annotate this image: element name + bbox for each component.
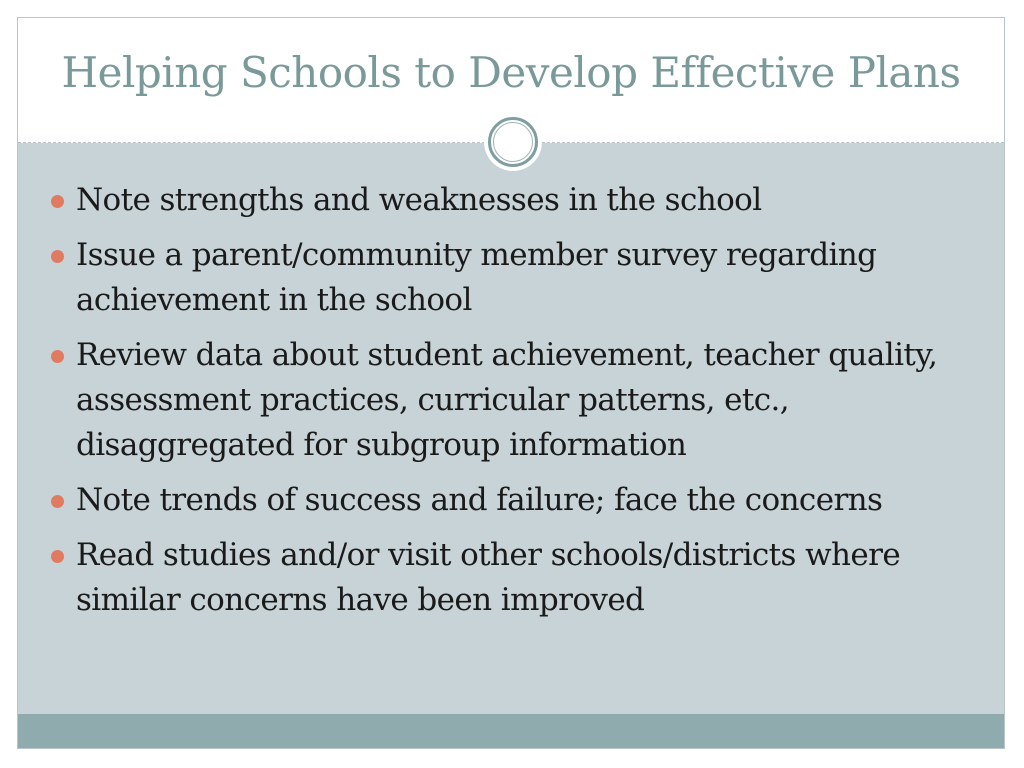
slide-title: Helping Schools to Develop Effective Plans [61, 48, 961, 97]
ornament-inner-ring [493, 122, 533, 162]
bullet-item [46, 333, 991, 468]
slide [17, 17, 1005, 749]
bullet-dot-icon [51, 550, 64, 563]
bullet-dot-icon [51, 350, 64, 363]
bullet-text: Note trends of success and failure; face the concerns [76, 482, 883, 518]
circle-ornament-icon [484, 113, 542, 171]
footer-band [18, 714, 1004, 748]
bullet-dot-icon [51, 495, 64, 508]
bullet-text: Read studies and/or visit other schools/districts where similar concerns have been improved [76, 537, 901, 618]
bullet-dot-icon [51, 195, 64, 208]
bullet-item [46, 233, 991, 323]
bullet-text: Review data about student achievement, teacher quality, assessment practices, curricular patterns, etc., disaggregated for subgroup information [76, 337, 938, 463]
bullet-list [46, 178, 991, 633]
bullet-item [46, 533, 991, 623]
bullet-text: Note strengths and weaknesses in the school [76, 182, 762, 218]
bullet-item [46, 178, 991, 223]
bullet-item [46, 478, 991, 523]
bullet-dot-icon [51, 250, 64, 263]
bullet-text: Issue a parent/community member survey regarding achievement in the school [76, 237, 877, 318]
